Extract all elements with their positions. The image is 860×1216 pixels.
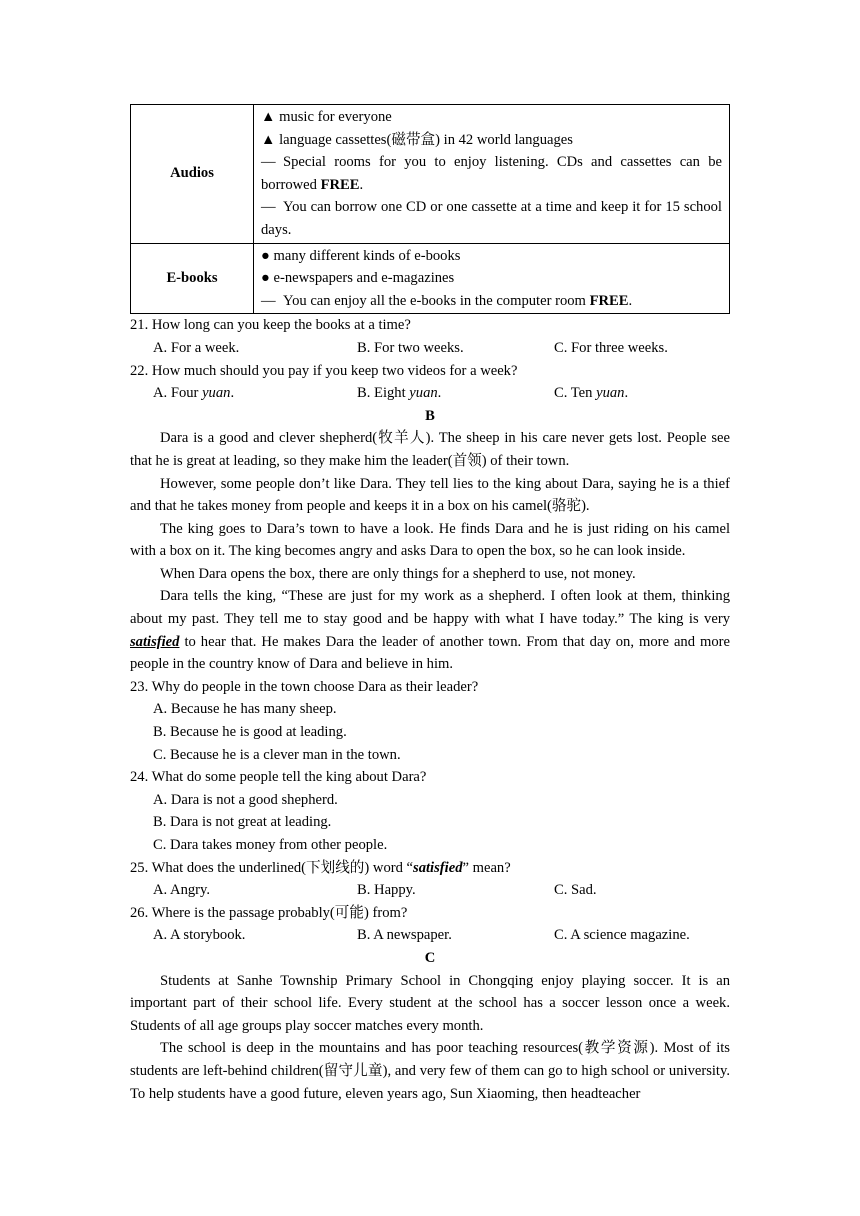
option-25-a: A. Angry. <box>153 882 211 899</box>
options-26 <box>130 924 730 947</box>
options-23 <box>130 698 730 766</box>
section-c-paragraph-2: The school is deep in the mountains and has poor teaching resources(教学资源). Most of its students are left-behind children(留守儿童), and very few of them can go to high school or university. To help students have a good future, eleven years ago, Sun Xiaoming, then headteacher <box>130 1040 730 1102</box>
option-25-b: B. Happy. <box>357 882 416 899</box>
options-21 <box>130 337 730 360</box>
circle-bullet-icon: ● <box>261 247 270 264</box>
dash-bullet-icon: — <box>261 199 276 216</box>
triangle-bullet-icon: ▲ <box>261 109 276 125</box>
option-24-a: A. Dara is not a good shepherd. <box>153 791 338 808</box>
ebooks-free: FREE <box>589 292 629 309</box>
option-23-b: B. Because he is good at leading. <box>153 724 347 741</box>
options-24 <box>130 789 730 857</box>
option-25-c: C. Sad. <box>554 882 597 899</box>
section-b-paragraph-3: The king goes to Dara’s town to have a look. He finds Dara and he is just riding on his camel with a box on it. The king becomes angry and asks Dara to open the box, so he can look inside. <box>130 520 730 560</box>
option-23-a: A. Because he has many sheep. <box>153 701 337 718</box>
underlined-word: satisfied <box>130 633 180 650</box>
audios-note-1: Special rooms for you to enjoy listening. CDs and cassettes can be borrowed <box>261 154 722 193</box>
audios-item-2: language cassettes(磁带盒) in 42 world languages <box>279 131 573 148</box>
circle-bullet-icon: ● <box>261 270 270 287</box>
option-26-a: A. A storybook. <box>153 927 246 944</box>
audios-item-1: music for everyone <box>279 109 392 125</box>
content <box>130 104 730 1105</box>
option-26-c: C. A science magazine. <box>554 927 690 944</box>
ebooks-item-2: e-newspapers and e-magazines <box>273 270 455 287</box>
option-24-b: B. Dara is not great at leading. <box>153 814 332 831</box>
question-25: 25. What does the underlined(下划线的) word “satisfied” mean? <box>130 859 511 876</box>
section-b-paragraph-2: However, some people don’t like Dara. They tell lies to the king about Dara, saying he is a thief and that he takes money from people and keeps it in a box on his camel(骆驼). <box>130 475 730 515</box>
ebooks-item-1: many different kinds of e-books <box>273 247 461 264</box>
question-22: 22. How much should you pay if you keep two videos for a week? <box>130 362 518 379</box>
option-21-a: A. For a week. <box>153 339 240 356</box>
question-21: 21. How long can you keep the books at a time? <box>130 317 411 334</box>
audios-label: Audios <box>131 105 254 244</box>
option-23-c: C. Because he is a clever man in the town. <box>153 746 401 763</box>
option-22-c: C. Ten yuan. <box>554 385 629 402</box>
section-b-paragraph-4: When Dara opens the box, there are only things for a shepherd to use, not money. <box>160 565 636 582</box>
question-24: 24. What do some people tell the king about Dara? <box>130 769 427 786</box>
section-b-heading: B <box>425 407 435 424</box>
audios-note-2: You can borrow one CD or one cassette at a time and keep it for 15 school days. <box>261 199 722 238</box>
library-table <box>130 104 730 314</box>
option-21-c: C. For three weeks. <box>554 339 668 356</box>
section-b-paragraph-5: Dara tells the king, “These are just for my work as a shepherd. I often look at them, thinking about my past. They tell me to stay good and be happy with what I have today.” The king is very satisfied to hear that. He makes Dara the leader of another town. From that day on, more and more people in the country know of Dara and believe in him. <box>130 588 730 673</box>
option-22-a: A. Four yuan. <box>153 385 235 402</box>
option-21-b: B. For two weeks. <box>357 339 464 356</box>
ebooks-desc: ● many different kinds of e-books ● e-newspapers and e-magazines — You can enjoy all the e-books in the computer room FREE. <box>254 243 730 314</box>
dash-bullet-icon: — <box>261 154 276 171</box>
ebooks-note: You can enjoy all the e-books in the computer room <box>283 292 586 309</box>
section-b-paragraph-1: Dara is a good and clever shepherd(牧羊人). The sheep in his care never gets lost. People see that he is great at leading, so they make him the leader(首领) of their town. <box>130 430 730 469</box>
options-25 <box>130 879 730 902</box>
option-26-b: B. A newspaper. <box>357 927 452 944</box>
audios-row <box>131 105 730 244</box>
audios-desc: ▲ music for everyone ▲ language cassettes(磁带盒) in 42 world languages — Special rooms for you to enjoy listening. CDs and cassettes can be borrowed FREE. — You can borrow one CD or one cassette at a time and keep it for 15 school days. <box>254 105 730 244</box>
audios-free-1: FREE <box>320 176 360 193</box>
options-22 <box>130 382 730 405</box>
ebooks-label: E-books <box>131 243 254 314</box>
section-c-heading: C <box>424 949 436 966</box>
question-23: 23. Why do people in the town choose Dara as their leader? <box>130 678 479 695</box>
section-c-paragraph-1: Students at Sanhe Township Primary School in Chongqing enjoy playing soccer. It is an important part of their school life. Every student at the school has a soccer lesson once a week. Students of all age groups play soccer matches every month. <box>130 972 730 1034</box>
dash-bullet-icon: — <box>261 292 276 309</box>
ebooks-row <box>131 243 730 314</box>
question-26: 26. Where is the passage probably(可能) from? <box>130 904 408 921</box>
option-22-b: B. Eight yuan. <box>357 385 442 402</box>
option-24-c: C. Dara takes money from other people. <box>153 837 388 853</box>
triangle-bullet-icon: ▲ <box>261 131 276 148</box>
